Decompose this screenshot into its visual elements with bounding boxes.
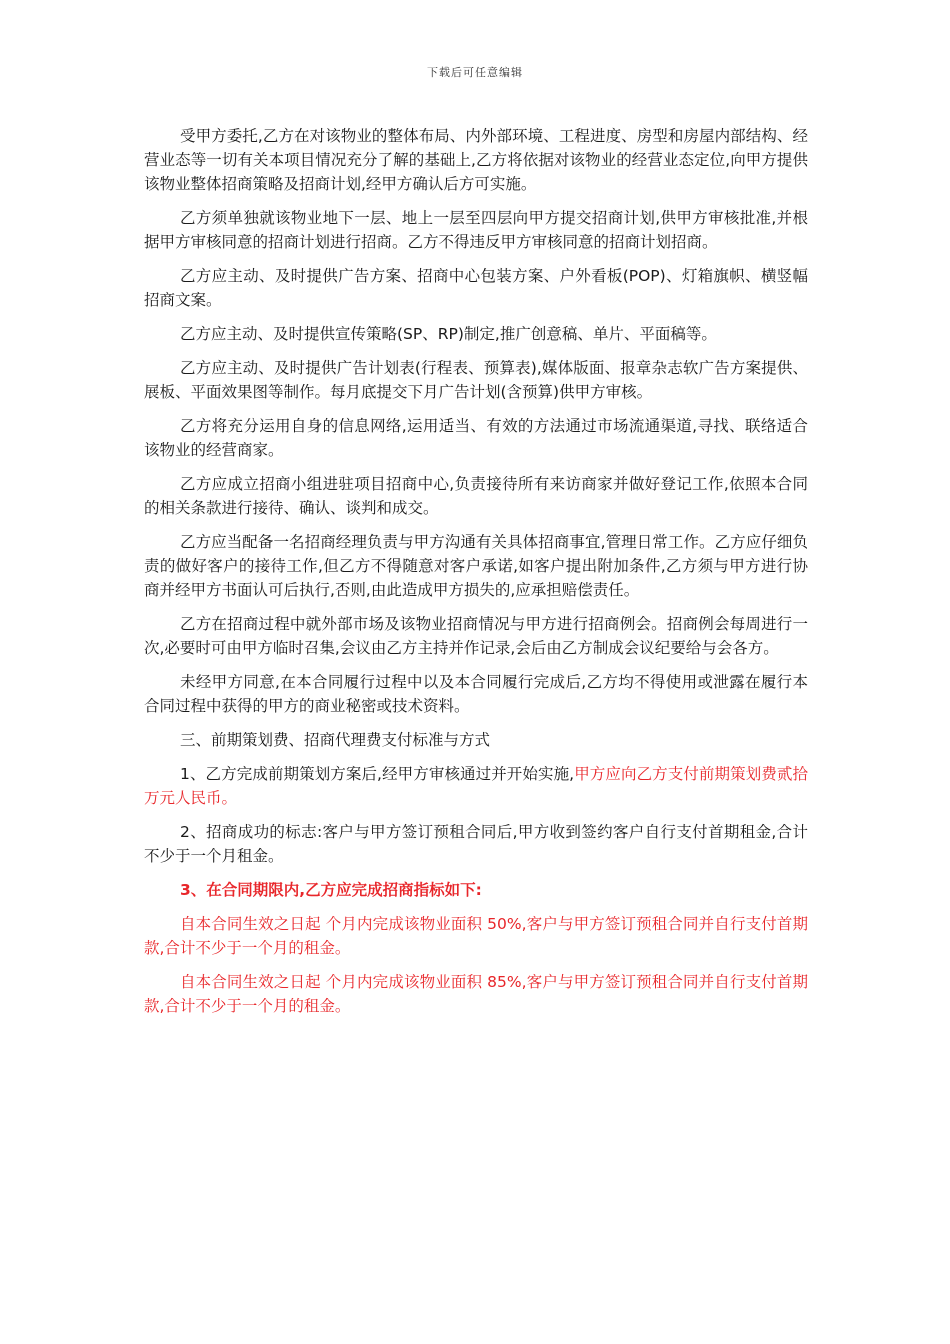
- clause-target-50: 自本合同生效之日起 个月内完成该物业面积 50%,客户与甲方签订预租合同并自行支付首期款,合计不少于一个月的租金。: [144, 915, 808, 957]
- paragraph-network: 乙方将充分运用自身的信息网络,运用适当、有效的方法通过市场流通渠道,寻找、联络适合该物业的经营商家。: [144, 417, 808, 459]
- paragraph-leasing-manager: 乙方应当配备一名招商经理负责与甲方沟通有关具体招商事宜,管理日常工作。乙方应仔细负责的做好客户的接待工作,但乙方不得随意对客户承诺,如客户提出附加条件,乙方须与甲方进行协商并经甲方书面认可后执行,否则,由此造成甲方损失的,应承担赔偿责任。: [144, 533, 808, 599]
- paragraph-meetings: 乙方在招商过程中就外部市场及该物业招商情况与甲方进行招商例会。招商例会每周进行一次,必要时可由甲方临时召集,会议由乙方主持并作记录,会后由乙方制成会议纪要给与会各方。: [144, 615, 808, 657]
- paragraph-confidentiality: 未经甲方同意,在本合同履行过程中以及本合同履行完成后,乙方均不得使用或泄露在履行本合同过程中获得的甲方的商业秘密或技术资料。: [144, 673, 808, 715]
- clause-planning-fee-text: 1、乙方完成前期策划方案后,经甲方审核通过并开始实施,: [180, 765, 575, 783]
- document-body: [144, 124, 808, 1028]
- page-header: 下载后可任意编辑: [427, 66, 523, 79]
- clause-target-85: 自本合同生效之日起 个月内完成该物业面积 85%,客户与甲方签订预租合同并自行支付首期款,合计不少于一个月的租金。: [144, 973, 808, 1015]
- clause-targets-heading: 3、在合同期限内,乙方应完成招商指标如下:: [180, 881, 482, 899]
- paragraph-leasing-team: 乙方应成立招商小组进驻项目招商中心,负责接待所有来访商家并做好登记工作,依照本合同的相关条款进行接待、确认、谈判和成交。: [144, 475, 808, 517]
- clause-planning-fee: [144, 762, 808, 810]
- paragraph-ad-plan: 乙方应主动、及时提供广告方案、招商中心包装方案、户外看板(POP)、灯箱旗帜、横竖幅招商文案。: [144, 267, 808, 309]
- clause-planning-fee-amount: 甲方应向乙方支付前期策划费贰拾万元人民币。: [144, 765, 808, 807]
- paragraph-ad-schedule: 乙方应主动、及时提供广告计划表(行程表、预算表),媒体版面、报章杂志软广告方案提供、展板、平面效果图等制作。每月底提交下月广告计划(含预算)供甲方审核。: [144, 359, 808, 401]
- section-heading-fees: 三、前期策划费、招商代理费支付标准与方式: [180, 731, 491, 749]
- clause-success-criteria: 2、招商成功的标志:客户与甲方签订预租合同后,甲方收到签约客户自行支付首期租金,合计不少于一个月租金。: [144, 823, 808, 865]
- paragraph-promotion-strategy: 乙方应主动、及时提供宣传策略(SP、RP)制定,推广创意稿、单片、平面稿等。: [180, 325, 717, 343]
- paragraph-entrustment: 受甲方委托,乙方在对该物业的整体布局、内外部环境、工程进度、房型和房屋内部结构、经营业态等一切有关本项目情况充分了解的基础上,乙方将依据对该物业的经营业态定位,向甲方提供该物业整体招商策略及招商计划,经甲方确认后方可实施。: [144, 127, 808, 193]
- paragraph-leasing-plan: 乙方须单独就该物业地下一层、地上一层至四层向甲方提交招商计划,供甲方审核批准,并根据甲方审核同意的招商计划进行招商。乙方不得违反甲方审核同意的招商计划招商。: [144, 209, 808, 251]
